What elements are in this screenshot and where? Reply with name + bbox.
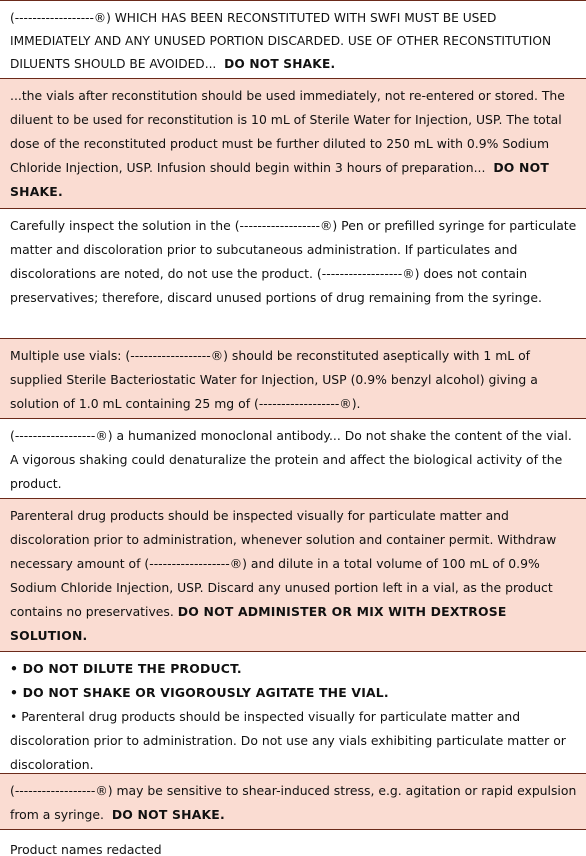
bullet-inspect-visually: • Parenteral drug products should be inspected visually for particulate matter and discoloration prior to administration. Do not use any vials exhibiting particulate matter or discoloration. [10, 709, 566, 772]
table-row [0, 339, 586, 419]
row-text: (------------------®) a humanized monoclonal antibody... Do not shake the content of the vial. A vigorous shaking could denaturalize the protein and affect the biological activity of the product. [10, 428, 572, 491]
do-not-shake-warning: DO NOT SHAKE. [111, 807, 225, 822]
row-text: (------------------®) WHICH HAS BEEN RECONSTITUTED WITH SWFI MUST BE USED IMMEDIATELY AND ANY UNUSED PORTION DISCARDED. USE OF OTHER RECONSTITUTION DILUENTS SHOULD BE AVOIDED... [10, 11, 552, 71]
bullet-do-not-shake: • DO NOT SHAKE OR VIGOROUSLY AGITATE THE VIAL. [10, 685, 389, 700]
row-text: Carefully inspect the solution in the (------------------®) Pen or prefilled syringe for particulate matter and discoloration prior to subcutaneous administration. If particulates and discolorations are noted, do not use the product. (------------------®) does not contain preservatives; therefore, discard unused portions of drug remaining from the syringe. [10, 218, 577, 305]
footer-note [0, 830, 586, 856]
row-text: ...the vials after reconstitution should be used immediately, not re-entered or stored. The diluent to be used for reconstitution is 10 mL of Sterile Water for Injection, USP. The total dose of the reconstituted product must be further diluted to 250 mL with 0.9% Sodium Chloride Injection, USP. Infusion should begin within 3 hours of preparation... [10, 88, 565, 175]
row-text: Parenteral drug products should be inspected visually for particulate matter and discoloration prior to administration, whenever solution and container permit. Withdraw necessary amount of (------------------®) and dilute in a total volume of 100 mL of 0.9% Sodium Chloride Injection, USP. Discard any unused portion left in a vial, as the product contains no preservatives. [10, 508, 557, 619]
bullet-do-not-dilute: • DO NOT DILUTE THE PRODUCT. [10, 661, 242, 676]
do-not-shake-warning: DO NOT SHAKE. [224, 57, 336, 71]
row-text: (------------------®) may be sensitive to shear-induced stress, e.g. agitation or rapid expulsion from a syringe. [10, 783, 577, 822]
table-row [0, 774, 586, 830]
table-row [0, 499, 586, 652]
table-row [0, 419, 586, 499]
table-row [0, 79, 586, 209]
do-not-shake-warning: DO NOT SHAKE. [10, 160, 549, 199]
row-text: Multiple use vials: (------------------®) should be reconstituted aseptically with 1 mL of supplied Sterile Bacteriostatic Water for Injection, USP (0.9% benzyl alcohol) giving a solution of 1.0 mL containing 25 mg of (------------------®). [10, 348, 538, 411]
table-row [0, 1, 586, 79]
table-row [0, 652, 586, 774]
dextrose-warning: DO NOT ADMINISTER OR MIX WITH DEXTROSE SOLUTION. [10, 604, 507, 643]
footer-text: Product names redacted [10, 842, 162, 856]
table-row [0, 209, 586, 339]
